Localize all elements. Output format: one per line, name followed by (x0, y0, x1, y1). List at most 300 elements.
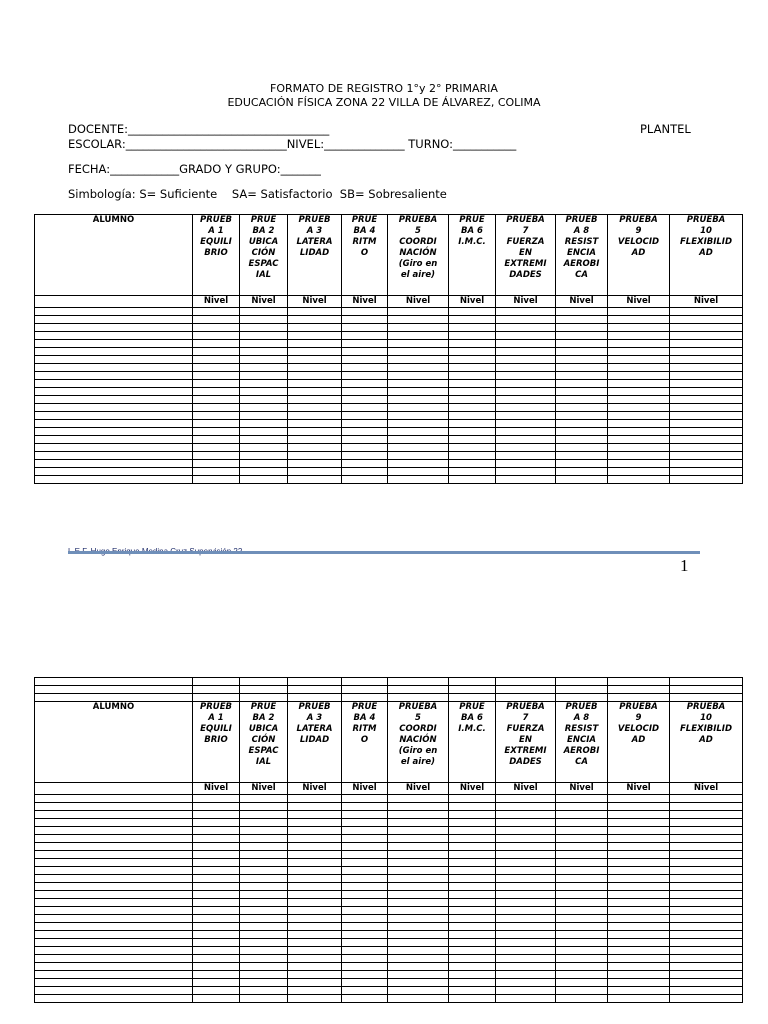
table-cell (240, 915, 288, 923)
table-cell (240, 332, 288, 340)
table-cell (496, 372, 556, 380)
table-cell (193, 835, 240, 843)
table-cell (608, 694, 670, 702)
table-cell (608, 444, 670, 452)
table-cell (388, 987, 449, 995)
nivel-label: Nivel (342, 783, 388, 795)
table-cell (449, 803, 496, 811)
table-row (35, 340, 743, 348)
table-cell (342, 404, 388, 412)
table-cell (193, 947, 240, 955)
table-cell (388, 851, 449, 859)
table-cell (496, 452, 556, 460)
table-cell (35, 843, 193, 851)
table-cell (342, 891, 388, 899)
header-line: FUERZA (506, 237, 545, 247)
nivel-label: Nivel (608, 296, 670, 308)
header-line: ESPAC (248, 259, 279, 269)
table-cell (608, 891, 670, 899)
table-cell (556, 372, 608, 380)
column-header-prueba-5 (388, 702, 449, 783)
table-cell (496, 947, 556, 955)
table-cell (556, 686, 608, 694)
table-cell (449, 476, 496, 484)
header-line: FLEXIBILID (679, 237, 733, 247)
table-cell (193, 907, 240, 915)
table-cell (240, 412, 288, 420)
table-cell (670, 348, 743, 356)
header-line: A 3 (306, 713, 323, 723)
table-cell (288, 364, 342, 372)
table-cell (35, 915, 193, 923)
table-row (35, 867, 743, 875)
table-cell (342, 444, 388, 452)
header-line: BA 4 (353, 713, 376, 723)
table-cell (556, 843, 608, 851)
table-cell (496, 694, 556, 702)
table-cell (449, 372, 496, 380)
header-line: A 1 (208, 713, 224, 723)
table-cell (288, 907, 342, 915)
table-cell (670, 686, 743, 694)
table-cell (556, 915, 608, 923)
table-cell (288, 428, 342, 436)
fecha-field: FECHA:____________GRADO Y GRUPO:_______ (68, 162, 321, 176)
header-line: el aire) (400, 757, 436, 767)
table-cell (388, 396, 449, 404)
table-cell (35, 883, 193, 891)
table-cell (388, 678, 449, 686)
table-cell (240, 971, 288, 979)
header-line: AEROBI (563, 746, 600, 756)
table-cell (449, 308, 496, 316)
table-cell (449, 995, 496, 1003)
table-row (35, 380, 743, 388)
table-cell (35, 859, 193, 867)
table-cell (240, 819, 288, 827)
table-row (35, 907, 743, 915)
table-cell (240, 460, 288, 468)
header-line: (Giro en (398, 259, 438, 269)
header-line: AD (699, 735, 713, 745)
table-cell (193, 843, 240, 851)
table-cell (342, 875, 388, 883)
table-cell (608, 843, 670, 851)
table-cell (608, 686, 670, 694)
nivel-label: Nivel (496, 296, 556, 308)
table-cell (388, 460, 449, 468)
header-row (35, 702, 743, 783)
table-cell (449, 851, 496, 859)
header-line: FLEXIBILID (679, 724, 733, 734)
nivel-label: Nivel (556, 783, 608, 795)
table-cell (35, 324, 193, 332)
table-cell (608, 971, 670, 979)
table-cell (240, 380, 288, 388)
table-cell (608, 899, 670, 907)
table-cell (449, 947, 496, 955)
header-line: EXTREMI (504, 259, 547, 269)
table-cell (288, 404, 342, 412)
table-cell (670, 795, 743, 803)
table-cell (240, 963, 288, 971)
table-row (35, 404, 743, 412)
table-cell (240, 955, 288, 963)
table-row (35, 995, 743, 1003)
table-cell (449, 811, 496, 819)
table-row (35, 694, 743, 702)
table-cell (240, 987, 288, 995)
table-cell (388, 356, 449, 364)
header-line: AD (699, 248, 713, 258)
table-cell (670, 452, 743, 460)
nivel-label: Nivel (288, 296, 342, 308)
table-cell (193, 891, 240, 899)
header-line: BA 6 (461, 226, 483, 236)
table-row (35, 987, 743, 995)
table-cell (193, 388, 240, 396)
table-cell (449, 468, 496, 476)
header-line: BA 4 (353, 226, 376, 236)
table-row (35, 899, 743, 907)
table-cell (342, 843, 388, 851)
table-cell (556, 476, 608, 484)
nivel-row (35, 296, 743, 308)
table-cell (342, 476, 388, 484)
table-cell (496, 686, 556, 694)
table-cell (556, 939, 608, 947)
table-cell (556, 883, 608, 891)
table-cell (342, 380, 388, 388)
table-cell (496, 835, 556, 843)
table-row (35, 963, 743, 971)
table-cell (240, 452, 288, 460)
table-cell (496, 316, 556, 324)
table-cell (608, 316, 670, 324)
table-cell (240, 364, 288, 372)
table-cell (288, 308, 342, 316)
table-cell (193, 883, 240, 891)
header-line: IAL (255, 270, 272, 280)
table-cell (556, 923, 608, 931)
table-row (35, 308, 743, 316)
table-row (35, 364, 743, 372)
table-cell (556, 316, 608, 324)
table-cell (288, 971, 342, 979)
table-cell (496, 931, 556, 939)
table-cell (608, 987, 670, 995)
table-row (35, 686, 743, 694)
table-cell (449, 883, 496, 891)
table-cell (449, 915, 496, 923)
table-cell (193, 364, 240, 372)
table-cell (35, 987, 193, 995)
table-cell (608, 476, 670, 484)
table-cell (556, 803, 608, 811)
table-cell (388, 995, 449, 1003)
table-cell (608, 915, 670, 923)
table-cell (670, 332, 743, 340)
header-line: BRIO (204, 735, 228, 745)
table-cell (449, 795, 496, 803)
table-cell (388, 444, 449, 452)
table-cell (193, 356, 240, 364)
table-cell (556, 324, 608, 332)
table-cell (670, 971, 743, 979)
nivel-label: Nivel (449, 296, 496, 308)
table-cell (496, 476, 556, 484)
table-row (35, 851, 743, 859)
table-cell (288, 979, 342, 987)
header-line: VELOCID (617, 237, 660, 247)
table-cell (35, 923, 193, 931)
header-line: ENCIA (567, 735, 596, 745)
table-cell (240, 907, 288, 915)
column-header-prueba-10 (670, 215, 743, 296)
table-cell (342, 460, 388, 468)
table-row (35, 795, 743, 803)
table-cell (496, 995, 556, 1003)
table-cell (496, 811, 556, 819)
table-cell (35, 444, 193, 452)
column-header-prueba-3 (288, 215, 342, 296)
table-cell (193, 686, 240, 694)
table-cell (556, 460, 608, 468)
table-cell (608, 678, 670, 686)
table-cell (288, 963, 342, 971)
table-cell (449, 332, 496, 340)
table-cell (193, 803, 240, 811)
table-cell (342, 803, 388, 811)
table-cell (288, 324, 342, 332)
table-cell (35, 678, 193, 686)
table-cell (608, 468, 670, 476)
table-cell (193, 923, 240, 931)
table-cell (556, 380, 608, 388)
table-row (35, 835, 743, 843)
table-cell (608, 404, 670, 412)
registro-table-1 (34, 214, 743, 484)
table-cell (670, 851, 743, 859)
table-cell (608, 332, 670, 340)
table-cell (608, 995, 670, 1003)
header-line: DADES (509, 270, 542, 280)
table-cell (388, 428, 449, 436)
header-line: BRIO (204, 248, 228, 258)
table-cell (35, 979, 193, 987)
table-cell (288, 843, 342, 851)
table-cell (342, 995, 388, 1003)
table-cell (388, 404, 449, 412)
table-cell (670, 444, 743, 452)
table-cell (240, 428, 288, 436)
table-cell (388, 803, 449, 811)
table-cell (193, 795, 240, 803)
header-line: DADES (509, 757, 542, 767)
table-cell (342, 923, 388, 931)
table-cell (496, 324, 556, 332)
table-cell (556, 468, 608, 476)
table-cell (496, 412, 556, 420)
table-cell (608, 308, 670, 316)
table-cell (608, 460, 670, 468)
table-cell (342, 308, 388, 316)
table-cell (388, 332, 449, 340)
table-cell (449, 420, 496, 428)
table-cell (670, 827, 743, 835)
table-cell (342, 827, 388, 835)
table-cell (288, 851, 342, 859)
table-row (35, 436, 743, 444)
table-cell (496, 827, 556, 835)
table-cell (449, 412, 496, 420)
table-cell (608, 875, 670, 883)
table-cell (388, 380, 449, 388)
simbologia-legend: Simbología: S= Suficiente SA= Satisfactorio SB= Sobresaliente (68, 187, 447, 201)
table-cell (608, 324, 670, 332)
table-cell (556, 955, 608, 963)
table-cell (449, 404, 496, 412)
table-cell (496, 396, 556, 404)
table-cell (342, 420, 388, 428)
table-cell (449, 380, 496, 388)
table-cell (449, 891, 496, 899)
header-line: LATERA (296, 724, 333, 734)
table-cell (608, 851, 670, 859)
table-cell (449, 923, 496, 931)
table-cell (193, 412, 240, 420)
table-cell (240, 931, 288, 939)
column-header-prueba-6 (449, 215, 496, 296)
header-line: PRUE (351, 702, 378, 712)
table-cell (240, 947, 288, 955)
table-cell (556, 452, 608, 460)
table-row (35, 875, 743, 883)
table-cell (670, 468, 743, 476)
nivel-label: Nivel (670, 783, 743, 795)
table-cell (608, 452, 670, 460)
table-cell (288, 995, 342, 1003)
column-header-prueba-5 (388, 215, 449, 296)
table-cell (288, 436, 342, 444)
table-cell (342, 428, 388, 436)
table-row (35, 811, 743, 819)
table-cell (449, 859, 496, 867)
table-cell (449, 931, 496, 939)
table-cell (342, 867, 388, 875)
header-line: A 8 (573, 226, 590, 236)
table-cell (193, 436, 240, 444)
table-cell (388, 436, 449, 444)
table-cell (35, 452, 193, 460)
table-cell (496, 468, 556, 476)
table-cell (342, 987, 388, 995)
table-cell (288, 891, 342, 899)
table-cell (670, 811, 743, 819)
table-cell (193, 372, 240, 380)
table-cell (496, 436, 556, 444)
table-cell (388, 694, 449, 702)
table-cell (670, 859, 743, 867)
table-cell (608, 955, 670, 963)
table-cell (670, 979, 743, 987)
nivel-label: Nivel (240, 296, 288, 308)
footer-divider (68, 551, 700, 554)
table-cell (288, 476, 342, 484)
nivel-row (35, 783, 743, 795)
table-cell (388, 372, 449, 380)
table-cell (193, 851, 240, 859)
table-cell (608, 340, 670, 348)
table-cell (388, 324, 449, 332)
table-cell (388, 883, 449, 891)
table-cell (35, 971, 193, 979)
header-line: BA 6 (461, 713, 483, 723)
table-cell (670, 931, 743, 939)
table-cell (670, 428, 743, 436)
table-cell (608, 811, 670, 819)
table-cell (342, 452, 388, 460)
header-line: AEROBI (563, 259, 600, 269)
table-cell (35, 460, 193, 468)
table-cell (449, 875, 496, 883)
table-row (35, 915, 743, 923)
table-cell (288, 468, 342, 476)
table-cell (193, 931, 240, 939)
table-cell (608, 963, 670, 971)
table-cell (556, 308, 608, 316)
table-cell (240, 827, 288, 835)
table-cell (496, 444, 556, 452)
table-cell (449, 436, 496, 444)
table-cell (670, 923, 743, 931)
table-cell (35, 811, 193, 819)
header-line: I.M.C. (458, 237, 486, 247)
table-cell (556, 340, 608, 348)
table-cell (670, 891, 743, 899)
table-cell (496, 819, 556, 827)
table-cell (556, 412, 608, 420)
table-row (35, 939, 743, 947)
nivel-label: Nivel (342, 296, 388, 308)
table-cell (449, 340, 496, 348)
header-line: NACIÓN (399, 735, 437, 745)
table-cell (35, 907, 193, 915)
table-cell (288, 388, 342, 396)
table-cell (670, 899, 743, 907)
table-cell (670, 875, 743, 883)
table-cell (240, 803, 288, 811)
header-line: 10 (700, 713, 712, 723)
header-line: A 1 (208, 226, 224, 236)
table-cell (288, 686, 342, 694)
table-cell (608, 420, 670, 428)
table-cell (35, 468, 193, 476)
table-cell (342, 348, 388, 356)
table-cell (193, 332, 240, 340)
table-cell (342, 915, 388, 923)
table-cell (556, 819, 608, 827)
table-cell (288, 883, 342, 891)
table-cell (35, 340, 193, 348)
table-cell (35, 364, 193, 372)
table-cell (608, 827, 670, 835)
table-cell (608, 348, 670, 356)
header-line: 9 (635, 226, 642, 236)
table-cell (193, 694, 240, 702)
table-cell (670, 867, 743, 875)
table-cell (193, 899, 240, 907)
